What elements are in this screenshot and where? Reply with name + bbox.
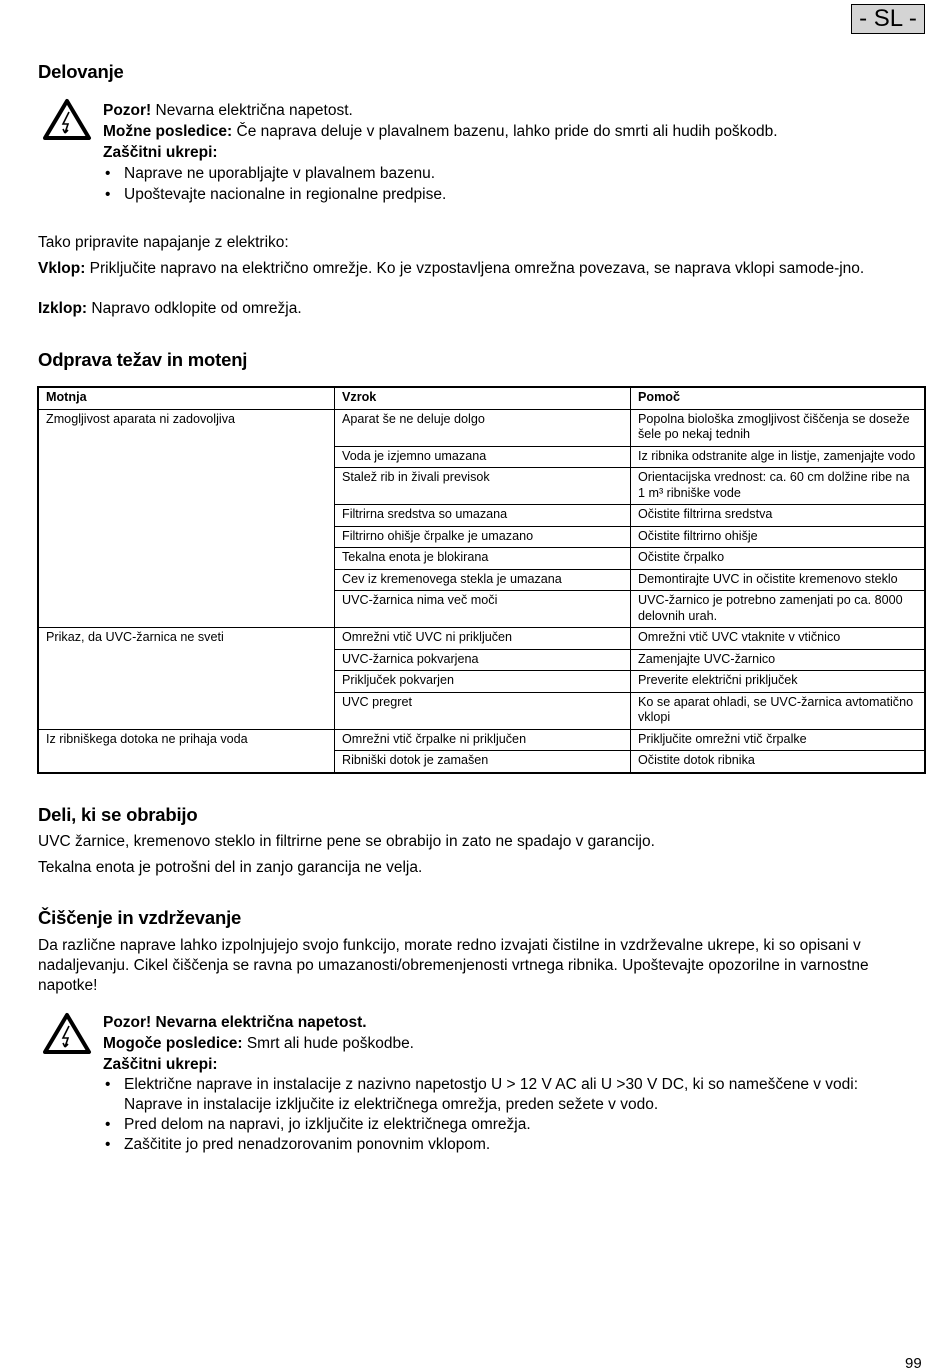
vzrok-cell: Tekalna enota je blokirana (335, 548, 631, 570)
vzrok-cell: Voda je izjemno umazana (335, 446, 631, 468)
section-title-odprava: Odprava težav in motenj (38, 349, 248, 370)
pomoc-cell: Priključite omrežni vtič črpalke (631, 729, 925, 751)
measures-label: Zaščitni ukrepi: (103, 144, 218, 161)
warning-label: Pozor! (103, 102, 152, 119)
pomoc-cell: Iz ribnika odstranite alge in listje, zamenjajte vodo (631, 446, 925, 468)
pomoc-cell: Demontirajte UVC in očistite kremenovo steklo (631, 569, 925, 591)
column-header-vzrok: Vzrok (335, 388, 631, 410)
vzrok-cell: Omrežni vtič UVC ni priključen (335, 628, 631, 650)
list-item: • Pred delom na napravi, jo izključite iz električnega omrežja. (124, 1115, 914, 1135)
pomoc-cell: Očistite dotok ribnika (631, 751, 925, 773)
vzrok-cell: UVC-žarnica nima več moči (335, 591, 631, 628)
pomoc-cell: UVC-žarnico je potrebno zamenjati po ca. 8000 delovnih urah. (631, 591, 925, 628)
table-header-row (39, 388, 925, 410)
table-row (39, 409, 925, 446)
vzrok-cell: Filtrirno ohišje črpalke je umazano (335, 526, 631, 548)
vzrok-cell: Cev iz kremenovega stekla je umazana (335, 569, 631, 591)
ciscenje-paragraph: Da različne naprave lahko izpolnjujejo svojo funkcijo, morate redno izvajati čistilne in vzdrževalne ukrepe, ki so opisani v nadaljevanju. Cikel čiščenja se ravna po umazanosti/obremenjenosti vrtnega ribnika. Upoštevajte opozorilne in varnostne napotke! (38, 937, 869, 994)
consequences-label: Mogoče posledice: (103, 1035, 243, 1052)
vzrok-cell: Ribniški dotok je zamašen (335, 751, 631, 773)
motnja-cell: Iz ribniškega dotoka ne prihaja voda (39, 729, 335, 772)
section-title-deli: Deli, ki se obrabijo (38, 804, 198, 825)
column-header-pomoc: Pomoč (631, 388, 925, 410)
vklop-paragraph (38, 259, 918, 279)
izklop-label: Izklop: (38, 300, 88, 317)
electric-hazard-triangle-icon (42, 1012, 92, 1056)
vzrok-cell: Stalež rib in živali previsok (335, 468, 631, 505)
section-title-ciscenje: Čiščenje in vzdrževanje (38, 907, 242, 928)
warning-label: Pozor! Nevarna električna napetost. (103, 1014, 367, 1031)
list-item: • Naprave ne uporabljajte v plavalnem bazenu. (124, 163, 923, 184)
deli-paragraph-1: UVC žarnice, kremenovo steklo in filtrirne pene se obrabijo in zato ne spadajo v garancijo. (38, 833, 655, 850)
motnja-cell: Prikaz, da UVC-žarnica ne sveti (39, 628, 335, 730)
table-row (39, 729, 925, 751)
electric-hazard-triangle-icon (42, 98, 92, 142)
warning-text: Nevarna električna napetost. (151, 102, 353, 119)
column-header-motnja: Motnja (39, 388, 335, 410)
measures-label: Zaščitni ukrepi: (103, 1056, 218, 1073)
pomoc-cell: Očistite filtrirno ohišje (631, 526, 925, 548)
pomoc-cell: Ko se aparat ohladi, se UVC-žarnica avtomatično vklopi (631, 692, 925, 729)
measures-list (103, 1075, 914, 1155)
vklop-text: Priključite napravo na električno omrežje. Ko je vzpostavljena omrežna povezava, se naprava vklopi samode-jno. (85, 260, 865, 277)
vzrok-cell: UVC pregret (335, 692, 631, 729)
consequences-label: Možne posledice: (103, 123, 233, 140)
measures-list (103, 163, 923, 205)
pomoc-cell: Preverite električni priključek (631, 671, 925, 693)
power-intro: Tako pripravite napajanje z elektriko: (38, 234, 289, 251)
vzrok-cell: UVC-žarnica pokvarjena (335, 649, 631, 671)
vzrok-cell: Priključek pokvarjen (335, 671, 631, 693)
troubleshooting-table (38, 387, 925, 773)
pomoc-cell: Omrežni vtič UVC vtaknite v vtičnico (631, 628, 925, 650)
motnja-cell: Zmogljivost aparata ni zadovoljiva (39, 409, 335, 628)
list-item: • Upoštevajte nacionalne in regionalne predpise. (124, 184, 923, 205)
pomoc-cell: Očistite črpalko (631, 548, 925, 570)
list-item: • Električne naprave in instalacije z nazivno napetostjo U > 12 V AC ali U >30 V DC, ki so nameščene v vodi: Naprave in instalacije izključite iz električnega omrežja, preden sežete v vodo. (124, 1075, 914, 1115)
language-badge: - SL - (851, 4, 925, 34)
vzrok-cell: Filtrirna sredstva so umazana (335, 505, 631, 527)
pomoc-cell: Popolna biološka zmogljivost čiščenja se doseže šele po nekaj tednih (631, 409, 925, 446)
pomoc-cell: Očistite filtrirna sredstva (631, 505, 925, 527)
izklop-text: Napravo odklopite od omrežja. (87, 300, 302, 317)
warning-block-delovanje (103, 100, 923, 205)
deli-paragraph-2: Tekalna enota je potrošni del in zanjo garancija ne velja. (38, 859, 423, 876)
page-number: 99 (905, 1355, 922, 1372)
pomoc-cell: Zamenjajte UVC-žarnico (631, 649, 925, 671)
section-title-delovanje: Delovanje (38, 61, 124, 82)
izklop-paragraph (38, 299, 302, 319)
table-row (39, 628, 925, 650)
vzrok-cell: Aparat še ne deluje dolgo (335, 409, 631, 446)
pomoc-cell: Orientacijska vrednost: ca. 60 cm dolžine ribe na 1 m³ ribniške vode (631, 468, 925, 505)
vzrok-cell: Omrežni vtič črpalke ni priključen (335, 729, 631, 751)
warning-block-ciscenje (103, 1012, 923, 1155)
consequences-text: Če naprava deluje v plavalnem bazenu, lahko pride do smrti ali hudih poškodb. (232, 123, 778, 140)
list-item: • Zaščitite jo pred nenadzorovanim ponovnim vklopom. (124, 1135, 914, 1155)
consequences-text: Smrt ali hude poškodbe. (242, 1035, 414, 1052)
vklop-label: Vklop: (38, 260, 86, 277)
